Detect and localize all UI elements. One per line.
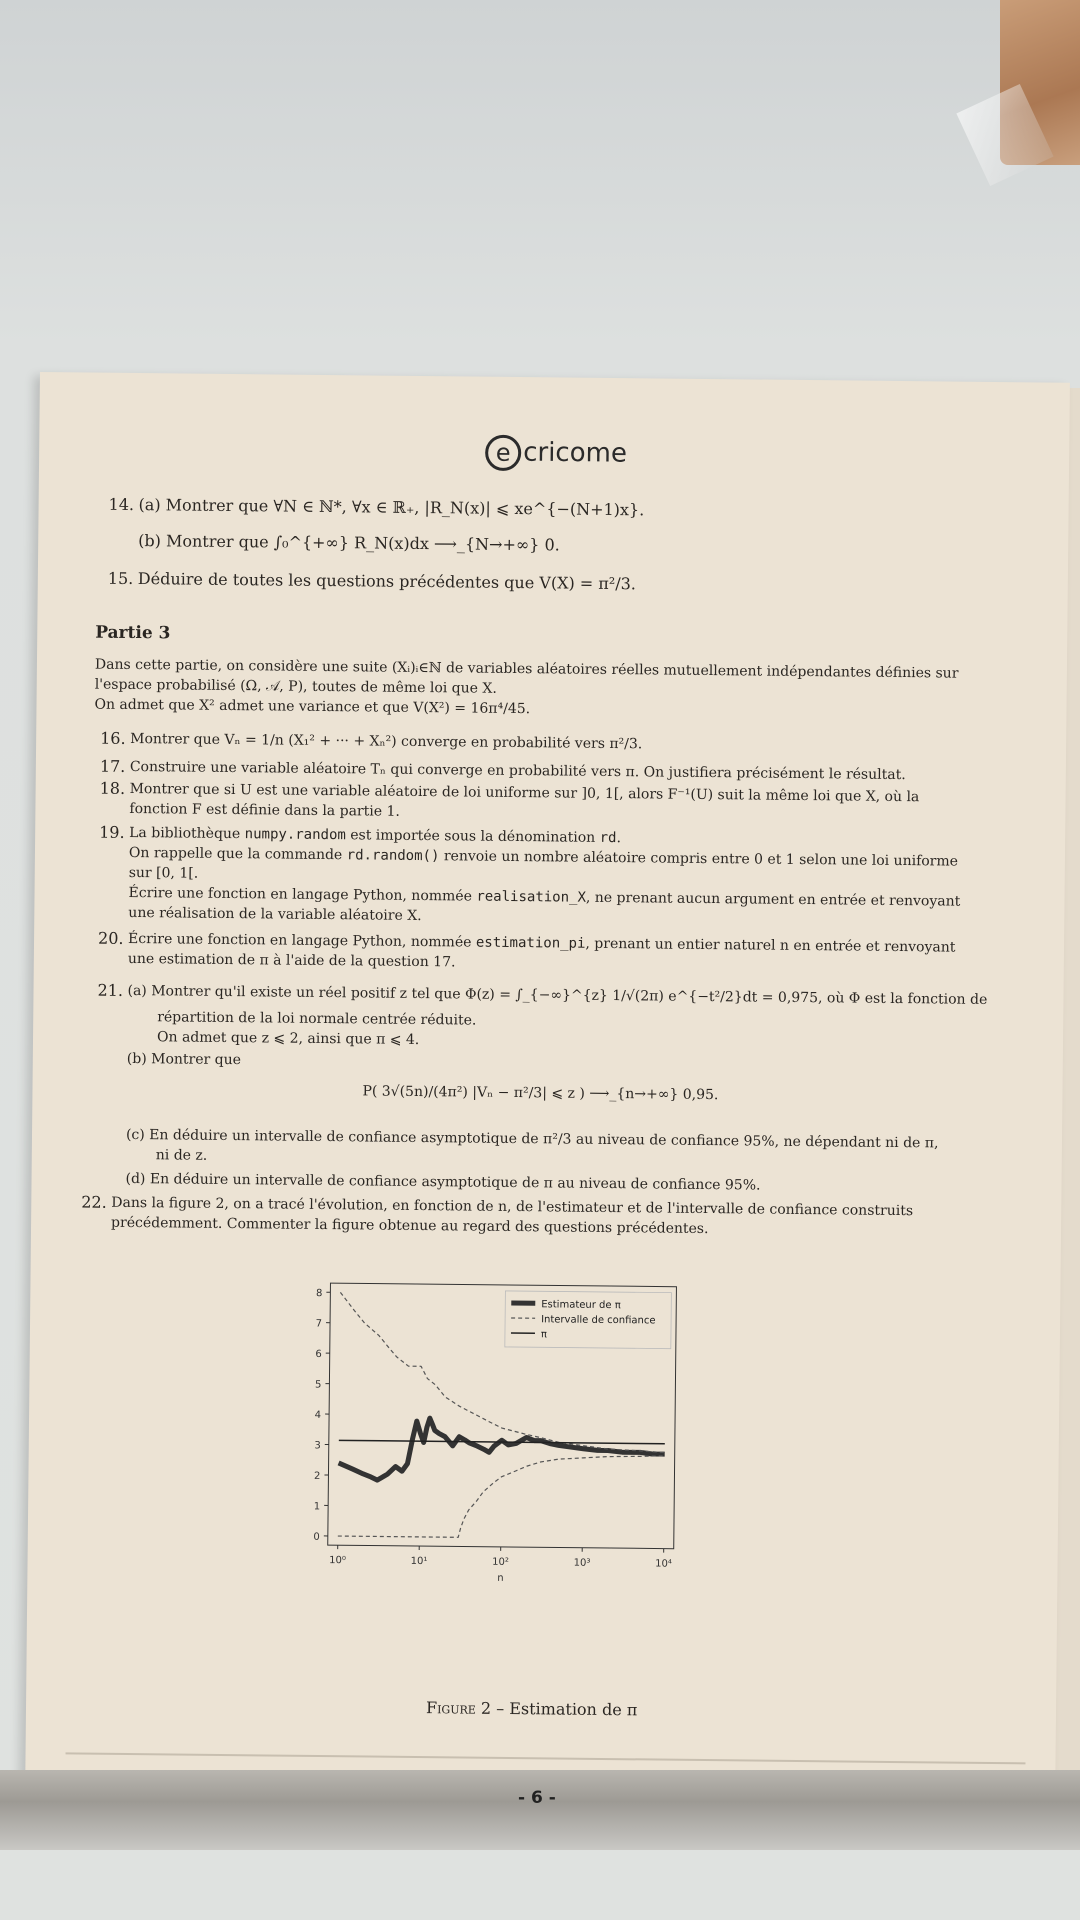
y-tick-label: 4 (314, 1409, 322, 1422)
q15-number: 15. (107, 568, 134, 588)
y-tick-label: 6 (315, 1349, 322, 1361)
x-axis-label: n (497, 1572, 504, 1584)
q21-c-line-1: (c) En déduire un intervalle de confiance asymptotique de π²/3 au niveau de confiance 95%, ne dépendant ni de π, (125, 1126, 939, 1152)
figure-caption: Figure 2 – Estimation de π (425, 1698, 638, 1720)
y-tick-label: 7 (315, 1318, 323, 1330)
logo-e-icon: e (485, 435, 521, 471)
q17-number: 17. (99, 756, 126, 776)
q19-line-4: Écrire une fonction en langage Python, nommée realisation_X, ne prenant aucun argument en entrée et renvoyant (128, 884, 961, 910)
y-tick-label: 5 (314, 1379, 322, 1391)
q19-line-3: sur [0, 1[. (128, 864, 199, 882)
q17-text: Construire une variable aléatoire Tₙ qui converge en probabilité vers π. On justifiera précisément le résultat. (129, 758, 906, 784)
y-tick-label: 1 (313, 1501, 321, 1513)
q21-b-formula: P( 3√(5n)/(4π²) |Vₙ − π²/3| ⩽ z ) ⟶_{n→+∞} 0,95. (362, 1083, 719, 1104)
x-tick-label: 10¹ (410, 1555, 428, 1568)
x-tick-label: 10⁴ (655, 1558, 672, 1570)
y-tick-label: 3 (314, 1440, 321, 1452)
q21-a-line-2: répartition de la loi normale centrée réduite. (157, 1009, 477, 1029)
page-bottom-edge (0, 1770, 1080, 1850)
divider (66, 1752, 1026, 1764)
y-tick-label: 8 (315, 1288, 323, 1300)
q14-a: (a) Montrer que ∀N ∈ ℕ*, ∀x ∈ ℝ₊, |R_N(x)| ⩽ xe^{−(N+1)x}. (138, 495, 645, 520)
intro-line-2: l'espace probabilisé (Ω, 𝒜, P), toutes de même loi que X. (94, 676, 497, 697)
legend-label: Estimateur de π (541, 1299, 621, 1312)
q18-line-1: Montrer que si U est une variable aléatoire de loi uniforme sur ]0, 1[, alors F⁻¹(U) suit la même loi que X, où la (129, 780, 920, 806)
q21-c-line-2: ni de z. (155, 1147, 208, 1164)
intro-line-1: Dans cette partie, on considère une suite (Xᵢ)ᵢ∈ℕ de variables aléatoires réelles mutuellement indépendantes définies sur (94, 656, 959, 682)
y-tick-label: 2 (314, 1470, 321, 1482)
q21-a-line-1: (a) Montrer qu'il existe un réel positif z tel que Φ(z) = ∫_{−∞}^{z} 1/√(2π) e^{−t²/2}dt = 0,975, où Φ est la fonction de (127, 982, 988, 1008)
q22-number: 22. (81, 1192, 107, 1212)
q19-number: 19. (99, 822, 125, 842)
q19-line-2: On rappelle que la commande rd.random() renvoie un nombre aléatoire compris entre 0 et 1 selon une loi uniforme (128, 844, 959, 870)
x-tick-label: 10⁰ (329, 1555, 346, 1567)
q14-b: (b) Montrer que ∫₀^{+∞} R_N(x)dx ⟶_{N→+∞} 0. (138, 531, 560, 555)
q21-a-line-3: On admet que z ⩽ 2, ainsi que π ⩽ 4. (156, 1029, 420, 1049)
x-tick-label: 10³ (573, 1557, 591, 1569)
legend-label: Intervalle de confiance (541, 1314, 656, 1327)
intro-line-3: On admet que X² admet une variance et que V(X²) = 16π⁴/45. (94, 696, 531, 718)
section-title: Partie 3 (95, 622, 171, 644)
q16-number: 16. (100, 728, 126, 748)
q19-line-5: une réalisation de la variable aléatoire X. (128, 904, 422, 925)
q22-line-2: précédemment. Commenter la figure obtenue au regard des questions précédentes. (111, 1214, 709, 1238)
document-page (25, 372, 1070, 1793)
q18-line-2: fonction F est définie dans la partie 1. (129, 800, 400, 820)
x-tick-label: 10² (492, 1556, 509, 1568)
q14-number: 14. (108, 494, 135, 514)
q21-d: (d) En déduire un intervalle de confiance asymptotique de π au niveau de confiance 95%. (125, 1170, 761, 1194)
q15-text: Déduire de toutes les questions précédentes que V(X) = π²/3. (137, 569, 637, 594)
q22-line-1: Dans la figure 2, on a tracé l'évolution, en fonction de n, de l'estimateur et de l'intervalle de confiance construits (111, 1194, 914, 1220)
q18-number: 18. (99, 778, 126, 798)
y-tick-label: 0 (313, 1531, 320, 1543)
q20-line-1: Écrire une fonction en langage Python, nommée estimation_pi, prenant un entier naturel n en entrée et renvoyant (127, 930, 956, 956)
ecricome-logo: e cricome (485, 435, 627, 472)
q21-b-line-1: (b) Montrer que (126, 1050, 242, 1069)
q20-line-2: une estimation de π à l'aide de la question 17. (127, 950, 456, 971)
q16-text: Montrer que Vₙ = 1/n (X₁² + ··· + Xₙ²) converge en probabilité vers π²/3. (130, 730, 643, 753)
estimation-chart (297, 1275, 690, 1589)
page-number: - 6 - (518, 1788, 556, 1808)
legend-label: π (540, 1329, 548, 1341)
q19-line-1: La bibliothèque numpy.random est importée sous la dénomination rd. (129, 824, 622, 847)
q20-number: 20. (97, 928, 124, 948)
q21-number: 21. (97, 980, 124, 1000)
